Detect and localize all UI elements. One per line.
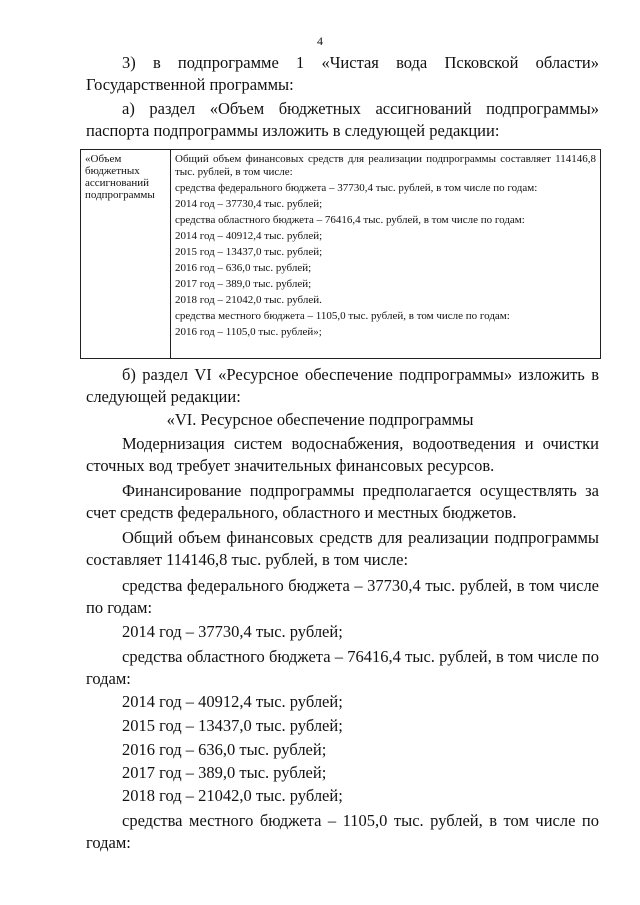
body-line-8: 2015 год – 13437,0 тыс. рублей;: [122, 716, 343, 735]
item-b-paragraph: б) раздел VI «Ресурсное обеспечение подпрограммы» изложить в следующей редакции:: [86, 365, 599, 406]
passport-line: средства местного бюджета – 1105,0 тыс. рублей, в том числе по годам:: [175, 310, 510, 322]
passport-line: 2014 год – 40912,4 тыс. рублей;: [175, 230, 323, 242]
item-a-line-1: а) раздел «Объем бюджетных ассигнований подпрограммы»: [122, 99, 599, 118]
section-heading: «VI. Ресурсное обеспечение подпрограммы: [166, 410, 474, 429]
passport-table-left-header: «Объем бюджетных ассигнований подпрограммы: [85, 153, 155, 201]
passport-line: 2016 год – 636,0 тыс. рублей;: [175, 262, 312, 274]
body-line-9: 2016 год – 636,0 тыс. рублей;: [122, 740, 327, 759]
body-line-5: 2014 год – 37730,4 тыс. рублей;: [122, 622, 343, 641]
passport-table-left-cell: [81, 150, 171, 358]
passport-line: 2015 год – 13437,0 тыс. рублей;: [175, 246, 323, 258]
body-paragraph-6: средства областного бюджета – 76416,4 тыс. рублей, в том числе по годам:: [86, 647, 599, 688]
passport-line: 2014 год – 37730,4 тыс. рублей;: [175, 198, 323, 210]
body-paragraph-2: Финансирование подпрограммы предполагается осуществлять за счет средств федерального, областного и местных бюджетов.: [86, 481, 599, 522]
item-3-paragraph: 3) в подпрограмме 1 «Чистая вода Псковской области» Государственной программы:: [86, 53, 599, 94]
page-number: 4: [317, 34, 323, 48]
passport-line: Общий объем финансовых средств для реализации подпрограммы составляет 114146,8 тыс. рублей, в том числе:: [175, 153, 596, 178]
body-line-7: 2014 год – 40912,4 тыс. рублей;: [122, 692, 343, 711]
body-paragraph-4: средства федерального бюджета – 37730,4 тыс. рублей, в том числе по годам:: [86, 576, 599, 617]
passport-line: средства федерального бюджета – 37730,4 тыс. рублей, в том числе по годам:: [175, 182, 538, 194]
body-line-10: 2017 год – 389,0 тыс. рублей;: [122, 763, 327, 782]
body-paragraph-1: Модернизация систем водоснабжения, водоотведения и очистки сточных вод требует значительных финансовых ресурсов.: [86, 434, 599, 475]
passport-line: 2016 год – 1105,0 тыс. рублей»;: [175, 326, 322, 338]
passport-table: [80, 149, 601, 359]
passport-table-right-cell: [171, 150, 600, 358]
body-paragraph-12: средства местного бюджета – 1105,0 тыс. рублей, в том числе по годам:: [86, 811, 599, 852]
passport-line: средства областного бюджета – 76416,4 тыс. рублей, в том числе по годам:: [175, 214, 525, 226]
body-line-11: 2018 год – 21042,0 тыс. рублей;: [122, 786, 343, 805]
passport-line: 2018 год – 21042,0 тыс. рублей.: [175, 294, 322, 306]
item-a-line-2: паспорта подпрограммы изложить в следующей редакции:: [86, 121, 500, 140]
passport-line: 2017 год – 389,0 тыс. рублей;: [175, 278, 312, 290]
body-paragraph-3: Общий объем финансовых средств для реализации подпрограммы составляет 114146,8 тыс. рублей, в том числе:: [86, 528, 599, 569]
